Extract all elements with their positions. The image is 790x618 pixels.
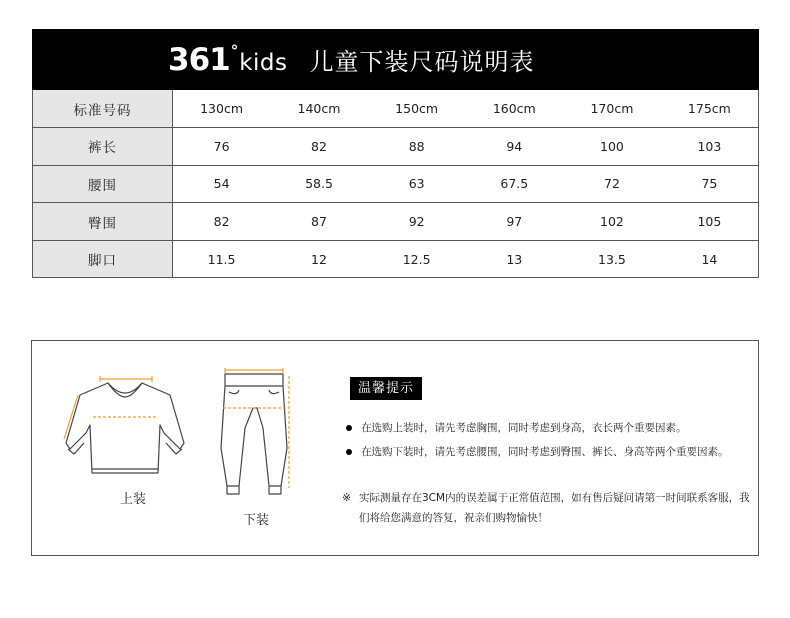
table-cell: 100 — [563, 128, 661, 166]
table-cell: 76 — [173, 128, 271, 166]
size-header: 140cm — [270, 90, 368, 128]
table-cell: 63 — [368, 165, 466, 203]
table-cell: 67.5 — [465, 165, 563, 203]
title-banner — [32, 29, 759, 90]
table-row — [33, 128, 759, 166]
tips-list — [344, 419, 744, 467]
logo-degree: ° — [230, 41, 239, 60]
bottom-garment-icon — [215, 368, 295, 503]
size-header: 170cm — [563, 90, 661, 128]
list-item: 在选购上装时，请先考虑胸围，同时考虑到身高，衣长两个重要因素。 — [344, 419, 744, 437]
size-header: 160cm — [465, 90, 563, 128]
size-header: 130cm — [173, 90, 271, 128]
logo-number: 361 — [168, 41, 230, 78]
table-cell: 72 — [563, 165, 661, 203]
table-cell: 92 — [368, 203, 466, 241]
table-cell: 94 — [465, 128, 563, 166]
row-label: 脚口 — [33, 240, 173, 278]
size-table — [32, 90, 759, 278]
page-title: 儿童下装尺码说明表 — [309, 48, 535, 76]
size-header: 150cm — [368, 90, 466, 128]
table-cell: 103 — [661, 128, 759, 166]
header-label: 标准号码 — [33, 90, 173, 128]
table-cell: 105 — [661, 203, 759, 241]
table-cell: 82 — [270, 128, 368, 166]
table-cell: 97 — [465, 203, 563, 241]
table-cell: 75 — [661, 165, 759, 203]
row-label: 臀围 — [33, 203, 173, 241]
bottom-garment-label: 下装 — [243, 513, 270, 528]
table-cell: 12 — [270, 240, 368, 278]
table-cell: 11.5 — [173, 240, 271, 278]
tips-note — [342, 488, 752, 528]
table-cell: 13.5 — [563, 240, 661, 278]
row-label: 腰围 — [33, 165, 173, 203]
tips-box — [31, 340, 759, 556]
table-cell: 58.5 — [270, 165, 368, 203]
table-cell: 87 — [270, 203, 368, 241]
tips-title: 温馨提示 — [350, 377, 422, 400]
list-item: 在选购下装时，请先考虑腰围，同时考虑到臀围、裤长、身高等两个重要因素。 — [344, 443, 744, 461]
table-row — [33, 203, 759, 241]
note-mark: ※ — [342, 491, 352, 504]
table-cell: 102 — [563, 203, 661, 241]
table-header-row — [33, 90, 759, 128]
size-header: 175cm — [661, 90, 759, 128]
table-cell: 82 — [173, 203, 271, 241]
brand-logo — [168, 42, 288, 78]
table-cell: 14 — [661, 240, 759, 278]
note-text: 实际测量存在3CM内的误差属于正常值范围，如有售后疑问请第一时间联系客服，我们将给您满意的答复，祝亲们购物愉快！ — [359, 492, 750, 524]
table-cell: 12.5 — [368, 240, 466, 278]
top-garment-label: 上装 — [120, 492, 147, 507]
size-chart — [32, 29, 759, 278]
top-garment-icon — [60, 373, 200, 483]
table-cell: 88 — [368, 128, 466, 166]
table-cell: 54 — [173, 165, 271, 203]
row-label: 裤长 — [33, 128, 173, 166]
table-cell: 13 — [465, 240, 563, 278]
table-row — [33, 240, 759, 278]
logo-kids: kids — [239, 49, 288, 76]
table-row — [33, 165, 759, 203]
